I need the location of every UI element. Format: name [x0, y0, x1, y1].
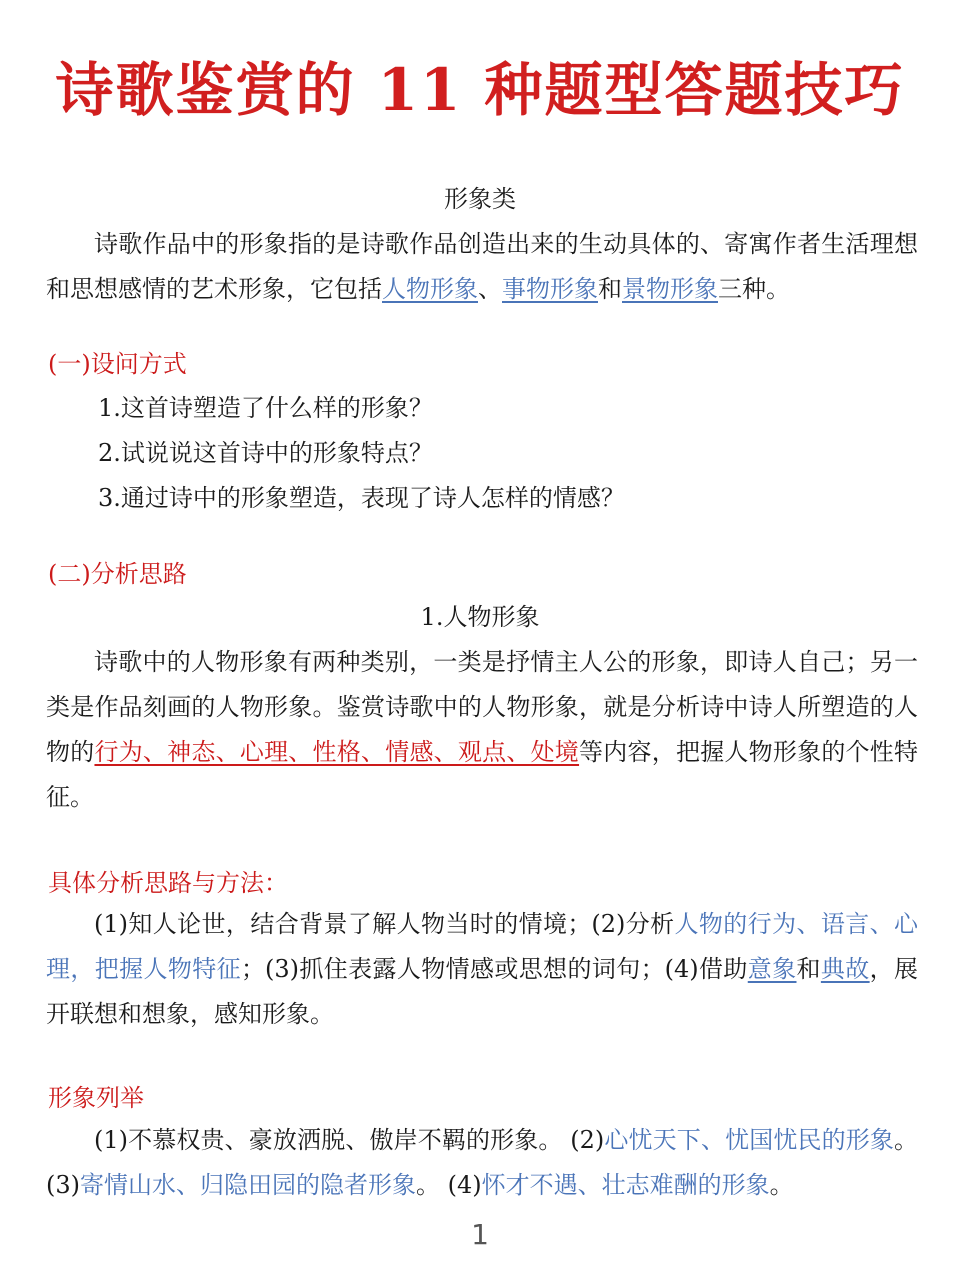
examples-paragraph — [46, 1118, 918, 1208]
character-text-end: 等内容，把握人物形象的个性特征。 — [46, 738, 919, 811]
methods-text: ，展开联想和想象，感知形象。 — [46, 955, 918, 1028]
link-scenery-image[interactable]: 景物形象 — [622, 275, 718, 303]
intro-separator: 、 — [478, 275, 502, 303]
methods-text: (1)知人论世，结合背景了解人物当时的情境；(2)分析 — [94, 910, 675, 938]
heading-examples: 形象列举 — [48, 1084, 144, 1112]
link-allusion[interactable]: 典故 — [820, 955, 870, 983]
methods-text: ；(3)抓住表露人物情感或思想的词句；(4)借助 — [241, 955, 748, 983]
heading-analysis: (二)分析思路 — [48, 560, 187, 588]
question-item: 2.试说说这首诗中的形象特点？ — [98, 439, 433, 467]
link-object-image[interactable]: 事物形象 — [502, 275, 598, 303]
heading-question-style: (一)设问方式 — [48, 350, 187, 378]
link-imagery[interactable]: 意象 — [747, 955, 797, 983]
section-title: 形象类 — [444, 185, 516, 213]
link-character-image[interactable]: 人物形象 — [382, 275, 478, 303]
examples-highlight: 寄情山水、归隐田园的隐者形象 — [80, 1171, 416, 1199]
subheading-character-image: 1.人物形象 — [420, 603, 540, 631]
question-item: 3.通过诗中的形象塑造，表现了诗人怎样的情感？ — [98, 484, 625, 512]
examples-highlight: 心忧天下、忧国忧民的形象 — [604, 1126, 895, 1154]
heading-methods: 具体分析思路与方法： — [48, 869, 288, 897]
examples-text: 。 (3) — [46, 1126, 919, 1199]
methods-text: 和 — [796, 955, 821, 983]
page-number: 1 — [471, 1218, 489, 1251]
page-title: 诗歌鉴赏的 11 种题型答题技巧 — [55, 56, 905, 124]
intro-conjunction: 和 — [598, 275, 622, 303]
intro-paragraph — [46, 222, 918, 312]
character-aspects-highlight: 行为、神态、心理、性格、情感、观点、处境 — [94, 738, 580, 766]
examples-text: (1)不慕权贵、豪放洒脱、傲岸不羁的形象。 (2) — [94, 1126, 605, 1154]
examples-text: 。 — [769, 1171, 794, 1199]
examples-text: 。 (4) — [416, 1171, 482, 1199]
character-text: 诗歌中的人物形象有两种类别，一类是抒情主人公的形象，即诗人自己；另一类是作品刻画的人物形象。鉴赏诗歌中的人物形象，就是分析诗中诗人所塑造的人物的 — [46, 648, 918, 766]
character-paragraph — [46, 640, 918, 820]
intro-ending: 三种。 — [718, 275, 790, 303]
methods-paragraph — [46, 902, 918, 1037]
intro-text: 诗歌作品中的形象指的是诗歌作品创造出来的生动具体的、寄寓作者生活理想和思想感情的艺术形象，它包括 — [46, 230, 918, 303]
methods-highlight: 人物的行为、语言、心理，把握人物特征 — [46, 910, 918, 983]
question-item: 1.这首诗塑造了什么样的形象？ — [98, 394, 433, 422]
examples-highlight: 怀才不遇、壮志难酬的形象 — [481, 1171, 770, 1199]
